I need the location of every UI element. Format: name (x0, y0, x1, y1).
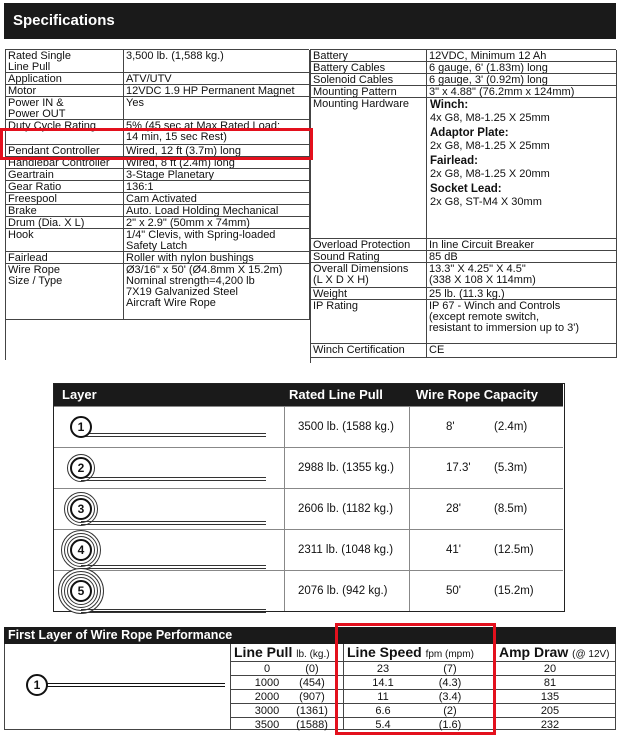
mounting-group-title: Socket Lead: (430, 183, 502, 195)
perf-row-divider (230, 675, 616, 676)
mounting-group-title: Winch: (430, 99, 469, 111)
rope-capacity-feet: 17.3' (446, 462, 471, 474)
perf-speed-fpm: 23 (376, 663, 390, 675)
spec-text-line: 12VDC, Minimum 12 Ah (429, 50, 547, 62)
mounting-group-title: Adaptor Plate: (430, 127, 509, 139)
layer-row (54, 529, 563, 570)
spec-value (124, 145, 310, 157)
rope-tail-line (81, 433, 266, 437)
spec-value (124, 229, 310, 252)
spec-label (6, 193, 124, 205)
spec-label (6, 145, 124, 157)
spec-label (6, 50, 124, 73)
spec-text-line: Wired, 12 ft (3.7m) long (126, 145, 241, 157)
spec-value (124, 97, 310, 120)
line-pull-header: Line Pull lb. (kg.) (234, 644, 330, 660)
spec-text-line: 13.3" X 4.25" X 4.5" (429, 263, 526, 275)
spec-text-line: 6 gauge, 3' (0.92m) long (429, 74, 548, 86)
mounting-group-value: 2x G8, ST-M4 X 30mm (430, 196, 542, 208)
spec-text-line: 12VDC 1.9 HP Permanent Magnet (126, 85, 295, 97)
spec-text-line: Ø3/16" x 50' (Ø4.8mm X 15.2m) (126, 264, 283, 276)
spec-text-line: Nominal strength=4,200 lb (126, 275, 255, 287)
perf-speed-fpm: 6.6 (375, 705, 391, 717)
spec-value (124, 205, 310, 217)
mounting-group-value: 4x G8, M8-1.25 X 25mm (430, 112, 550, 124)
specifications-header (4, 3, 616, 39)
spec-text-line: Power IN & (8, 97, 64, 109)
rope-capacity-header: Wire Rope Capacity (416, 387, 538, 402)
spec-label (311, 263, 427, 288)
spec-value (427, 251, 617, 263)
spec-text-line: Pendant Controller (8, 145, 100, 157)
spec-text-line: Weight (313, 288, 348, 300)
spec-value (427, 288, 617, 300)
layer-number-icon: 3 (70, 498, 92, 520)
layer-row (54, 570, 563, 611)
spec-text-line: 85 dB (429, 251, 458, 263)
perf-pull-kg: (1361) (296, 705, 328, 717)
spec-label (311, 239, 427, 251)
rated-pull-value: 2988 lb. (1355 kg.) (298, 462, 394, 474)
spec-text-line: Handlebar Controller (8, 157, 110, 169)
rope-tail-line (81, 609, 266, 613)
line-speed-header: Line Speed fpm (mpm) (347, 644, 474, 660)
spec-text-line: 3-Stage Planetary (126, 169, 215, 181)
spec-label (6, 97, 124, 120)
spec-text-line: Battery Cables (313, 62, 386, 74)
rope-capacity-feet: 8' (446, 421, 455, 433)
spec-text-line: Mounting Hardware (313, 98, 409, 110)
spec-text-line: Freespool (8, 193, 57, 205)
spec-text-line: Overall Dimensions (313, 263, 409, 275)
rope-tail-line (81, 565, 266, 569)
spec-value (124, 169, 310, 181)
spec-text-line: (338 X 108 X 114mm) (429, 274, 536, 286)
spec-text-line: Gear Ratio (8, 181, 62, 193)
spec-value (427, 239, 617, 251)
perf-pull-kg: (0) (305, 663, 319, 675)
spec-label (311, 300, 427, 344)
spec-value (427, 50, 617, 62)
spec-value (427, 62, 617, 74)
perf-pull-lb: 0 (263, 663, 271, 675)
rated-pull-value: 3500 lb. (1588 kg.) (298, 421, 394, 433)
spec-label (6, 205, 124, 217)
spec-text-line: 5% (45 sec at Max Rated Load; (126, 120, 281, 132)
performance-title: First Layer of Wire Rope Performance (8, 628, 233, 642)
perf-speed-mpm: (7) (443, 663, 457, 675)
spec-text-line: Size / Type (8, 275, 63, 287)
spec-text-line: Safety Latch (126, 240, 188, 252)
spec-text-line: (L X D X H) (313, 274, 369, 286)
spec-label (6, 217, 124, 229)
layer-row (54, 406, 563, 447)
spec-text-line: Battery (313, 50, 348, 62)
spec-text-line: Motor (8, 85, 37, 97)
spec-label (6, 169, 124, 181)
perf-pull-lb: 3500 (254, 719, 280, 731)
spec-value (427, 86, 617, 98)
spec-text-line: 6 gauge, 6' (1.83m) long (429, 62, 548, 74)
perf-pull-lb: 1000 (254, 677, 280, 689)
perf-row-divider (230, 689, 616, 690)
spec-text-line: Sound Rating (313, 251, 380, 263)
spec-text-line: 25 lb. (11.3 kg.) (429, 288, 505, 300)
layer-header: Layer (62, 387, 97, 402)
spec-value (124, 120, 310, 145)
mounting-group-value: 2x G8, M8-1.25 X 20mm (430, 168, 550, 180)
rope-capacity-metric: (5.3m) (494, 462, 528, 474)
perf-speed-fpm: 5.4 (375, 719, 391, 731)
spec-value (124, 181, 310, 193)
rope-tail-line (81, 477, 266, 481)
spec-value (124, 85, 310, 97)
perf-amp-draw: 205 (540, 705, 560, 717)
spec-text-line: Yes (126, 97, 144, 109)
performance-title-bar (4, 627, 616, 644)
perf-row-divider (230, 717, 616, 718)
spec-value (427, 74, 617, 86)
perf-rope-line (45, 683, 225, 687)
spec-text-line: Winch Certification (313, 344, 405, 356)
spec-value (124, 193, 310, 205)
perf-pull-lb: 3000 (254, 705, 280, 717)
rated-pull-value: 2311 lb. (1048 kg.) (298, 544, 394, 556)
perf-speed-mpm: (2) (443, 705, 457, 717)
rope-capacity-metric: (8.5m) (494, 503, 528, 515)
layer-table-header (54, 384, 563, 406)
spec-text-line: Cam Activated (126, 193, 197, 205)
spec-table-right (310, 49, 616, 363)
spec-text-line: 3,500 lb. (1,588 kg.) (126, 50, 224, 62)
spec-label (311, 74, 427, 86)
spec-text-line: Brake (8, 205, 37, 217)
mounting-hardware-label (311, 98, 427, 239)
spec-label (6, 120, 124, 145)
perf-amp-draw: 232 (540, 719, 560, 731)
spec-label (6, 229, 124, 252)
mounting-group-value: 2x G8, M8-1.25 X 25mm (430, 140, 550, 152)
spec-table-left (5, 49, 309, 360)
spec-label (6, 85, 124, 97)
rope-capacity-metric: (2.4m) (494, 421, 528, 433)
perf-speed-fpm: 11 (377, 691, 389, 703)
spec-label (6, 73, 124, 85)
spec-text-line: Geartrain (8, 169, 54, 181)
rated-pull-header: Rated Line Pull (289, 387, 383, 402)
perf-pull-lb: 2000 (254, 691, 280, 703)
spec-value (124, 264, 310, 320)
spec-text-line: Roller with nylon bushings (126, 252, 254, 264)
perf-amp-draw: 135 (540, 691, 560, 703)
spec-value (124, 252, 310, 264)
spec-text-line: IP Rating (313, 300, 359, 312)
spec-text-line: CE (429, 344, 445, 356)
spec-text-line: (except remote switch, (429, 311, 540, 323)
rope-tail-line (81, 521, 266, 525)
spec-text-line: Wired, 8 ft (2.4m) long (126, 157, 235, 169)
spec-text-line: resistant to immersion up to 3') (429, 322, 580, 334)
rated-pull-value: 2606 lb. (1182 kg.) (298, 503, 394, 515)
spec-label (311, 344, 427, 358)
specifications-title: Specifications (13, 12, 115, 29)
perf-speed-mpm: (3.4) (438, 691, 462, 703)
spec-text-line: 7X19 Galvanized Steel (126, 286, 238, 298)
rope-capacity-feet: 28' (446, 503, 461, 515)
spec-label (311, 62, 427, 74)
spec-text-line: 2" x 2.9" (50mm x 74mm) (126, 217, 250, 229)
layer-number-icon: 2 (70, 457, 92, 479)
perf-amp-draw: 81 (543, 677, 557, 689)
spec-label (6, 252, 124, 264)
spec-text-line: 136:1 (126, 181, 154, 193)
spec-label (311, 50, 427, 62)
perf-row-divider (230, 703, 616, 704)
rope-capacity-feet: 41' (446, 544, 461, 556)
rope-capacity-metric: (12.5m) (494, 544, 534, 556)
spec-value (427, 263, 617, 288)
spec-text-line: 14 min, 15 sec Rest) (126, 131, 227, 143)
spec-value (427, 300, 617, 344)
perf-speed-fpm: 14.1 (372, 677, 394, 689)
spec-value (427, 344, 617, 358)
spec-text-line: Aircraft Wire Rope (126, 297, 216, 309)
spec-text-line: Mounting Pattern (313, 86, 397, 98)
spec-label (311, 86, 427, 98)
rated-pull-value: 2076 lb. (942 kg.) (298, 585, 388, 597)
mounting-hardware-value (427, 98, 617, 239)
layer-number-icon: 5 (70, 580, 92, 602)
spec-text-line: Wire Rope (8, 264, 60, 276)
perf-row-divider (230, 661, 616, 662)
spec-text-line: 3" x 4.88" (76.2mm x 124mm) (429, 86, 575, 98)
layer-number-icon: 1 (70, 416, 92, 438)
spec-text-line: Application (8, 73, 62, 85)
perf-amp-draw: 20 (543, 663, 557, 675)
spec-text-line: 1/4" Clevis, with Spring-loaded (126, 229, 276, 241)
rope-capacity-feet: 50' (446, 585, 461, 597)
spec-text-line: Rated Single (8, 50, 71, 62)
amp-draw-header: Amp Draw (@ 12V) (499, 644, 610, 660)
rope-capacity-metric: (15.2m) (494, 585, 534, 597)
spec-label (6, 181, 124, 193)
spec-text-line: Drum (Dia. X L) (8, 217, 85, 229)
spec-text-line: Power OUT (8, 108, 66, 120)
spec-label (6, 157, 124, 169)
layer-number-icon: 4 (70, 539, 92, 561)
spec-text-line: Line Pull (8, 61, 51, 73)
perf-pull-kg: (454) (299, 677, 325, 689)
layer-capacity-table (53, 383, 565, 612)
perf-pull-kg: (1588) (296, 719, 328, 731)
spec-text-line: Overload Protection (313, 239, 411, 251)
layer-row (54, 488, 563, 529)
spec-text-line: ATV/UTV (126, 73, 172, 85)
spec-text-line: Auto. Load Holding Mechanical (126, 205, 279, 217)
performance-table (4, 644, 616, 730)
spec-value (124, 157, 310, 169)
spec-text-line: IP 67 - Winch and Controls (429, 300, 561, 312)
spec-text-line: Fairlead (8, 252, 48, 264)
spec-value (124, 50, 310, 73)
spec-text-line: Hook (8, 229, 34, 241)
perf-layer-number-icon: 1 (26, 674, 48, 696)
spec-label (6, 264, 124, 320)
perf-pull-kg: (907) (299, 691, 325, 703)
spec-label (311, 288, 427, 300)
spec-value (124, 217, 310, 229)
spec-value (124, 73, 310, 85)
spec-text-line: In line Circuit Breaker (429, 239, 535, 251)
spec-label (311, 251, 427, 263)
perf-speed-mpm: (4.3) (438, 677, 462, 689)
perf-speed-mpm: (1.6) (438, 719, 462, 731)
mounting-group-title: Fairlead: (430, 155, 478, 167)
layer-row (54, 447, 563, 488)
spec-text-line: Duty Cycle Rating (8, 120, 97, 132)
spec-text-line: Solenoid Cables (313, 74, 394, 86)
